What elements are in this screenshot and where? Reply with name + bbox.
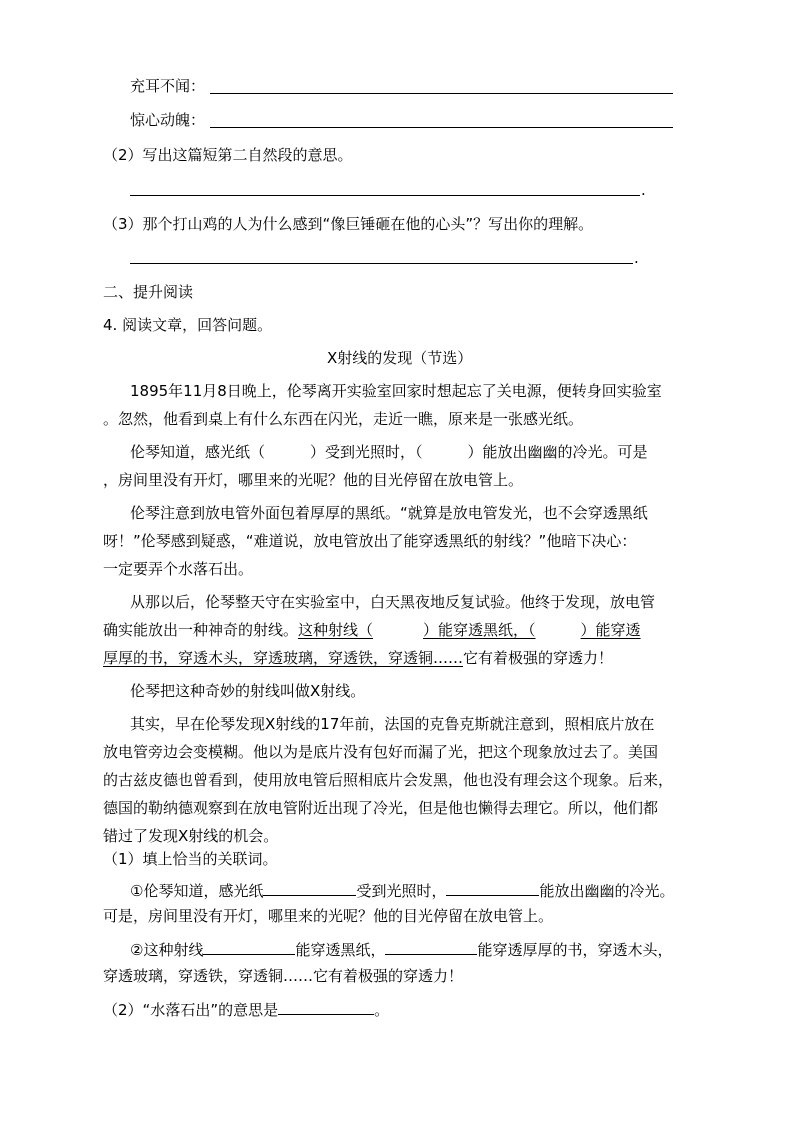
article-p4-text-a: 确实能放出一种神奇的射线。: [103, 621, 299, 639]
article-p3-line2: 呀！”伦琴感到疑惑，“难道说，放电管放出了能穿透黑纸的射线？”他暗下决心：: [103, 532, 637, 550]
question-1a-line1: [130, 880, 674, 900]
q1a-text-c: 能放出幽幽的冷光。: [539, 882, 675, 900]
q1a-text-b: 受到光照时，: [356, 882, 447, 900]
vocab-answer-line-2[interactable]: [210, 127, 673, 128]
article-p4-line3: [103, 648, 613, 668]
article-p6-line2: 放电管旁边会变模糊。他以为是底片没有包好而漏了光，把这个现象放过去了。美国: [103, 743, 659, 761]
question-2-prompt: （2）写出这篇短第二自然段的意思。: [103, 146, 353, 164]
q2b-text-a: （2）“水落石出”的意思是: [103, 1001, 279, 1019]
vocab-term-2: 惊心动魄：: [130, 111, 206, 129]
article-p4-line1: 从那以后，伦琴整天守在实验室中，白天黑夜地反复试验。他终于发现，放电管: [130, 593, 656, 611]
article-p1-line2: 。忽然，他看到桌上有什么东西在闪光，走近一瞧，原来是一张感光纸。: [103, 410, 584, 428]
article-p6-line4: 德国的勒纳德观察到在放电管附近出现了冷光，但是他也懒得去理它。所以，他们都: [103, 799, 659, 817]
vocab-answer-line-1[interactable]: [210, 93, 673, 94]
article-title: X射线的发现（节选）: [327, 349, 473, 367]
question-1b-line1: [130, 939, 672, 959]
article-p2-text-b: ）受到光照时，（: [310, 443, 423, 461]
question-2-period: .: [641, 181, 646, 199]
underlined-sentence-part-1: 这种射线（ ）能穿透黑纸，（ ）能穿透: [298, 621, 641, 639]
question-2b-line: [103, 999, 389, 1019]
q1a-blank-1[interactable]: [263, 880, 356, 896]
article-p3-line3: 一定要弄个水落石出。: [103, 560, 254, 578]
question-3-answer-line[interactable]: [130, 263, 633, 264]
q1a-text-a: ①伦琴知道，感光纸: [130, 882, 264, 900]
article-p4-text-end: 它有着极强的穿透力！: [463, 649, 614, 667]
vocab-item-1: [130, 76, 205, 96]
article-p5: 伦琴把这种奇妙的射线叫做X射线。: [130, 682, 366, 700]
question-1a-line2: 可是，房间里没有开灯，哪里来的光呢？他的目光停留在放电管上。: [103, 907, 554, 925]
q1b-text-c: 能穿透厚厚的书，穿透木头，: [477, 941, 673, 959]
q2b-text-b: 。: [374, 1001, 390, 1019]
vocab-item-2: [130, 110, 205, 130]
q1b-text-a: ②这种射线: [130, 941, 204, 959]
question-2-answer-line[interactable]: [130, 195, 640, 196]
question-3-prompt: （3）那个打山鸡的人为什么感到“像巨锤砸在他的心头”？写出你的理解。: [103, 215, 594, 233]
question-1-prompt: （1）填上恰当的关联词。: [103, 850, 278, 868]
article-p6-line5: 错过了发现X射线的机会。: [103, 827, 279, 845]
vocab-term-1: 充耳不闻：: [130, 77, 206, 95]
section-heading: 二、提升阅读: [103, 283, 194, 301]
q1a-blank-2[interactable]: [446, 880, 539, 896]
article-p1-line1: 1895年11月8日晚上，伦琴离开实验室回家时想起忘了关电源，便转身回实验室: [130, 382, 662, 400]
q1b-text-b: 能穿透黑纸，: [295, 941, 386, 959]
article-p2-text-c: ）能放出幽幽的冷光。可是: [467, 443, 648, 461]
article-p2-text-a: 伦琴知道，感光纸（: [130, 443, 266, 461]
question-1b-line2: 穿透玻璃，穿透铁，穿透铜……它有着极强的穿透力！: [103, 967, 464, 985]
article-p6-line1: 其实，早在伦琴发现X射线的17年前，法国的克鲁克斯就注意到，照相底片放在: [130, 715, 655, 733]
article-p3-line1: 伦琴注意到放电管外面包着厚厚的黑纸。“就算是放电管发光，也不会穿透黑纸: [130, 504, 648, 522]
article-p6-line3: 的古兹皮德也曾看到，使用放电管后照相底片会发黑，他也没有理会这个现象。后来，: [103, 771, 674, 789]
underlined-sentence-part-2: 厚厚的书，穿透木头，穿透玻璃，穿透铁，穿透铜……: [103, 649, 464, 667]
task-4-instruction: 4. 阅读文章，回答问题。: [103, 316, 273, 334]
question-3-period: .: [634, 249, 639, 267]
q1b-blank-2[interactable]: [385, 939, 477, 955]
article-p2-line2: ，房间里没有开灯，哪里来的光呢？他的目光停留在放电管上。: [103, 471, 524, 489]
article-p2-line1: [130, 442, 648, 462]
article-p4-line2: [103, 620, 641, 640]
q2b-blank[interactable]: [278, 999, 374, 1015]
q1b-blank-1[interactable]: [203, 939, 295, 955]
